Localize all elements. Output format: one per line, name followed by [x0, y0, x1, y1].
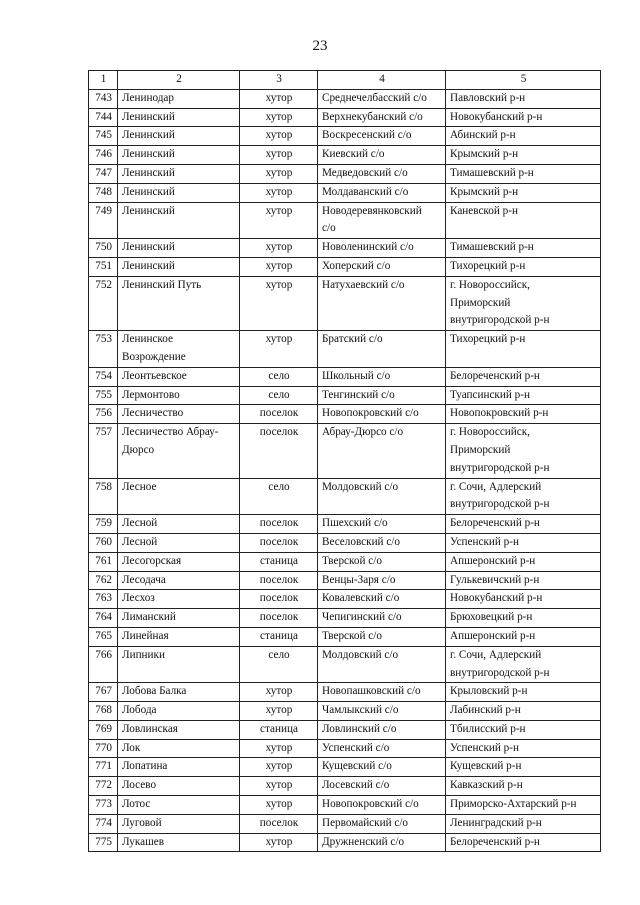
- rural-district-cell: Новопашковский с/о: [318, 683, 446, 702]
- municipal-district-cell: Кущевский р-н: [446, 758, 601, 777]
- rural-district-cell: Пшехский с/о: [318, 515, 446, 534]
- table-row: [89, 331, 601, 368]
- settlement-type-cell: хутор: [240, 183, 318, 202]
- rural-district-cell: Абрау-Дюрсо с/о: [318, 424, 446, 478]
- rural-district-cell: Киевский с/о: [318, 146, 446, 165]
- settlement-type-cell: поселок: [240, 515, 318, 534]
- column-header: 4: [318, 71, 446, 90]
- row-number-cell: 743: [89, 89, 118, 108]
- settlement-type-cell: село: [240, 478, 318, 515]
- settlement-type-cell: хутор: [240, 331, 318, 368]
- table-row: [89, 89, 601, 108]
- settlement-name-cell: Лесодача: [118, 571, 240, 590]
- settlement-type-cell: поселок: [240, 405, 318, 424]
- settlement-name-cell: Лесное: [118, 478, 240, 515]
- column-header: 2: [118, 71, 240, 90]
- table-row: [89, 202, 601, 239]
- table-row: [89, 127, 601, 146]
- settlement-name-cell: Лесной: [118, 515, 240, 534]
- table-row: [89, 108, 601, 127]
- row-number-cell: 772: [89, 777, 118, 796]
- settlement-name-cell: Ленинский Путь: [118, 276, 240, 330]
- settlement-type-cell: село: [240, 646, 318, 683]
- row-number-cell: 775: [89, 833, 118, 852]
- row-number-cell: 760: [89, 533, 118, 552]
- municipal-district-cell: Новокубанский р-н: [446, 108, 601, 127]
- settlement-type-cell: хутор: [240, 777, 318, 796]
- table-row: [89, 257, 601, 276]
- rural-district-cell: Веселовский с/о: [318, 533, 446, 552]
- row-number-cell: 759: [89, 515, 118, 534]
- table-row: [89, 183, 601, 202]
- settlement-type-cell: станица: [240, 627, 318, 646]
- settlement-name-cell: Липники: [118, 646, 240, 683]
- municipal-district-cell: Белореченский р-н: [446, 367, 601, 386]
- settlement-type-cell: хутор: [240, 702, 318, 721]
- settlement-name-cell: Лобова Балка: [118, 683, 240, 702]
- settlement-type-cell: поселок: [240, 571, 318, 590]
- settlement-name-cell: Лукашев: [118, 833, 240, 852]
- settlement-type-cell: хутор: [240, 89, 318, 108]
- rural-district-cell: Молдаванский с/о: [318, 183, 446, 202]
- table-row: [89, 646, 601, 683]
- settlement-type-cell: хутор: [240, 739, 318, 758]
- settlement-type-cell: хутор: [240, 683, 318, 702]
- rural-district-cell: Венцы-Заря с/о: [318, 571, 446, 590]
- rural-district-cell: Дружненский с/о: [318, 833, 446, 852]
- municipal-district-cell: г. Сочи, Адлерский внутригородской р-н: [446, 478, 601, 515]
- row-number-cell: 766: [89, 646, 118, 683]
- rural-district-cell: Медведовский с/о: [318, 164, 446, 183]
- settlement-name-cell: Лесничество Абрау- Дюрсо: [118, 424, 240, 478]
- rural-district-cell: Тверской с/о: [318, 627, 446, 646]
- table-row: [89, 146, 601, 165]
- page-number: 23: [312, 38, 328, 54]
- rural-district-cell: Натухаевский с/о: [318, 276, 446, 330]
- rural-district-cell: Хоперский с/о: [318, 257, 446, 276]
- settlement-name-cell: Лок: [118, 739, 240, 758]
- settlement-name-cell: Ленинский: [118, 146, 240, 165]
- settlement-type-cell: поселок: [240, 609, 318, 628]
- settlement-type-cell: хутор: [240, 796, 318, 815]
- column-header: 3: [240, 71, 318, 90]
- municipal-district-cell: Гулькевичский р-н: [446, 571, 601, 590]
- table-row: [89, 478, 601, 515]
- rural-district-cell: Новоленинский с/о: [318, 239, 446, 258]
- row-number-cell: 744: [89, 108, 118, 127]
- table-row: [89, 627, 601, 646]
- rural-district-cell: Кущевский с/о: [318, 758, 446, 777]
- table-row: [89, 239, 601, 258]
- municipal-district-cell: г. Новороссийск, Приморский внутригородской р-н: [446, 276, 601, 330]
- settlement-name-cell: Ленинский: [118, 164, 240, 183]
- municipal-district-cell: Апшеронский р-н: [446, 552, 601, 571]
- row-number-cell: 767: [89, 683, 118, 702]
- row-number-cell: 762: [89, 571, 118, 590]
- settlement-name-cell: Лотос: [118, 796, 240, 815]
- settlement-type-cell: поселок: [240, 814, 318, 833]
- table-row: [89, 424, 601, 478]
- settlement-name-cell: Ловлинская: [118, 720, 240, 739]
- row-number-cell: 753: [89, 331, 118, 368]
- settlement-type-cell: хутор: [240, 146, 318, 165]
- settlement-type-cell: хутор: [240, 833, 318, 852]
- municipal-district-cell: Новокубанский р-н: [446, 590, 601, 609]
- rural-district-cell: Среднечелбасский с/о: [318, 89, 446, 108]
- table-row: [89, 777, 601, 796]
- rural-district-cell: Новодеревянковский с/о: [318, 202, 446, 239]
- rural-district-cell: Школьный с/о: [318, 367, 446, 386]
- settlement-type-cell: поселок: [240, 590, 318, 609]
- table-row: [89, 683, 601, 702]
- settlement-name-cell: Лесогорская: [118, 552, 240, 571]
- rural-district-cell: Чамлыкский с/о: [318, 702, 446, 721]
- municipal-district-cell: Успенский р-н: [446, 739, 601, 758]
- row-number-cell: 752: [89, 276, 118, 330]
- table-row: [89, 276, 601, 330]
- row-number-cell: 771: [89, 758, 118, 777]
- settlement-name-cell: Лопатина: [118, 758, 240, 777]
- row-number-cell: 755: [89, 386, 118, 405]
- municipal-district-cell: Ленинградский р-н: [446, 814, 601, 833]
- settlement-name-cell: Лесничество: [118, 405, 240, 424]
- municipal-district-cell: Тимашевский р-н: [446, 164, 601, 183]
- settlement-name-cell: Леонтьевское: [118, 367, 240, 386]
- rural-district-cell: Воскресенский с/о: [318, 127, 446, 146]
- settlement-type-cell: хутор: [240, 164, 318, 183]
- table-row: [89, 702, 601, 721]
- settlement-type-cell: село: [240, 386, 318, 405]
- row-number-cell: 745: [89, 127, 118, 146]
- settlements-table: [88, 70, 601, 852]
- row-number-cell: 768: [89, 702, 118, 721]
- row-number-cell: 774: [89, 814, 118, 833]
- municipal-district-cell: Тихорецкий р-н: [446, 331, 601, 368]
- table-row: [89, 814, 601, 833]
- municipal-district-cell: Брюховецкий р-н: [446, 609, 601, 628]
- table-row: [89, 590, 601, 609]
- rural-district-cell: Новопокровский с/о: [318, 405, 446, 424]
- row-number-cell: 758: [89, 478, 118, 515]
- settlement-type-cell: хутор: [240, 257, 318, 276]
- row-number-cell: 757: [89, 424, 118, 478]
- municipal-district-cell: Крыловский р-н: [446, 683, 601, 702]
- settlement-type-cell: хутор: [240, 239, 318, 258]
- row-number-cell: 754: [89, 367, 118, 386]
- rural-district-cell: Тверской с/о: [318, 552, 446, 571]
- settlement-name-cell: Ленинский: [118, 127, 240, 146]
- municipal-district-cell: Приморско-Ахтарский р-н: [446, 796, 601, 815]
- table-row: [89, 533, 601, 552]
- table-row: [89, 739, 601, 758]
- settlement-type-cell: хутор: [240, 276, 318, 330]
- column-header: 5: [446, 71, 601, 90]
- settlement-name-cell: Ленинский: [118, 239, 240, 258]
- municipal-district-cell: Каневской р-н: [446, 202, 601, 239]
- settlement-type-cell: хутор: [240, 108, 318, 127]
- municipal-district-cell: Абинский р-н: [446, 127, 601, 146]
- settlement-name-cell: Лесхоз: [118, 590, 240, 609]
- rural-district-cell: Молдовский с/о: [318, 646, 446, 683]
- settlement-type-cell: станица: [240, 552, 318, 571]
- settlement-type-cell: село: [240, 367, 318, 386]
- settlement-name-cell: Линейная: [118, 627, 240, 646]
- rural-district-cell: Первомайский с/о: [318, 814, 446, 833]
- settlement-type-cell: станица: [240, 720, 318, 739]
- row-number-cell: 756: [89, 405, 118, 424]
- row-number-cell: 773: [89, 796, 118, 815]
- settlement-name-cell: Лермонтово: [118, 386, 240, 405]
- settlement-type-cell: поселок: [240, 424, 318, 478]
- settlement-type-cell: хутор: [240, 127, 318, 146]
- settlement-name-cell: Лобода: [118, 702, 240, 721]
- municipal-district-cell: Крымский р-н: [446, 183, 601, 202]
- municipal-district-cell: Кавказский р-н: [446, 777, 601, 796]
- table-row: [89, 609, 601, 628]
- row-number-cell: 764: [89, 609, 118, 628]
- rural-district-cell: Ловлинский с/о: [318, 720, 446, 739]
- rural-district-cell: Успенский с/о: [318, 739, 446, 758]
- row-number-cell: 748: [89, 183, 118, 202]
- row-number-cell: 761: [89, 552, 118, 571]
- table-header-row: [89, 71, 601, 90]
- municipal-district-cell: г. Новороссийск, Приморский внутригородской р-н: [446, 424, 601, 478]
- settlement-type-cell: хутор: [240, 202, 318, 239]
- municipal-district-cell: Крымский р-н: [446, 146, 601, 165]
- table-row: [89, 720, 601, 739]
- rural-district-cell: Верхнекубанский с/о: [318, 108, 446, 127]
- settlement-name-cell: Ленинский: [118, 108, 240, 127]
- settlement-name-cell: Лосево: [118, 777, 240, 796]
- table-row: [89, 405, 601, 424]
- municipal-district-cell: Тимашевский р-н: [446, 239, 601, 258]
- municipal-district-cell: Тбилисский р-н: [446, 720, 601, 739]
- table-row: [89, 796, 601, 815]
- settlement-name-cell: Лиманский: [118, 609, 240, 628]
- municipal-district-cell: Павловский р-н: [446, 89, 601, 108]
- table-row: [89, 386, 601, 405]
- row-number-cell: 749: [89, 202, 118, 239]
- municipal-district-cell: Белореченский р-н: [446, 515, 601, 534]
- table-row: [89, 367, 601, 386]
- municipal-district-cell: Лабинский р-н: [446, 702, 601, 721]
- row-number-cell: 765: [89, 627, 118, 646]
- municipal-district-cell: Тихорецкий р-н: [446, 257, 601, 276]
- table-row: [89, 164, 601, 183]
- row-number-cell: 746: [89, 146, 118, 165]
- row-number-cell: 770: [89, 739, 118, 758]
- rural-district-cell: Ковалевский с/о: [318, 590, 446, 609]
- table-row: [89, 758, 601, 777]
- settlement-name-cell: Ленинский: [118, 183, 240, 202]
- rural-district-cell: Новопокровский с/о: [318, 796, 446, 815]
- municipal-district-cell: Туапсинский р-н: [446, 386, 601, 405]
- table-row: [89, 515, 601, 534]
- settlement-type-cell: хутор: [240, 758, 318, 777]
- rural-district-cell: Тенгинский с/о: [318, 386, 446, 405]
- rural-district-cell: Лосевский с/о: [318, 777, 446, 796]
- row-number-cell: 751: [89, 257, 118, 276]
- table-row: [89, 552, 601, 571]
- municipal-district-cell: Успенский р-н: [446, 533, 601, 552]
- settlement-type-cell: поселок: [240, 533, 318, 552]
- settlement-name-cell: Ленинское Возрождение: [118, 331, 240, 368]
- municipal-district-cell: Апшеронский р-н: [446, 627, 601, 646]
- settlement-name-cell: Ленинодар: [118, 89, 240, 108]
- municipal-district-cell: г. Сочи, Адлерский внутригородской р-н: [446, 646, 601, 683]
- table-row: [89, 833, 601, 852]
- row-number-cell: 763: [89, 590, 118, 609]
- settlement-name-cell: Лесной: [118, 533, 240, 552]
- row-number-cell: 747: [89, 164, 118, 183]
- row-number-cell: 769: [89, 720, 118, 739]
- column-header: 1: [89, 71, 118, 90]
- municipal-district-cell: Белореченский р-н: [446, 833, 601, 852]
- rural-district-cell: Братский с/о: [318, 331, 446, 368]
- municipal-district-cell: Новопокровский р-н: [446, 405, 601, 424]
- table-row: [89, 571, 601, 590]
- settlement-name-cell: Ленинский: [118, 202, 240, 239]
- rural-district-cell: Чепигинский с/о: [318, 609, 446, 628]
- row-number-cell: 750: [89, 239, 118, 258]
- settlement-name-cell: Ленинский: [118, 257, 240, 276]
- settlement-name-cell: Луговой: [118, 814, 240, 833]
- rural-district-cell: Молдовский с/о: [318, 478, 446, 515]
